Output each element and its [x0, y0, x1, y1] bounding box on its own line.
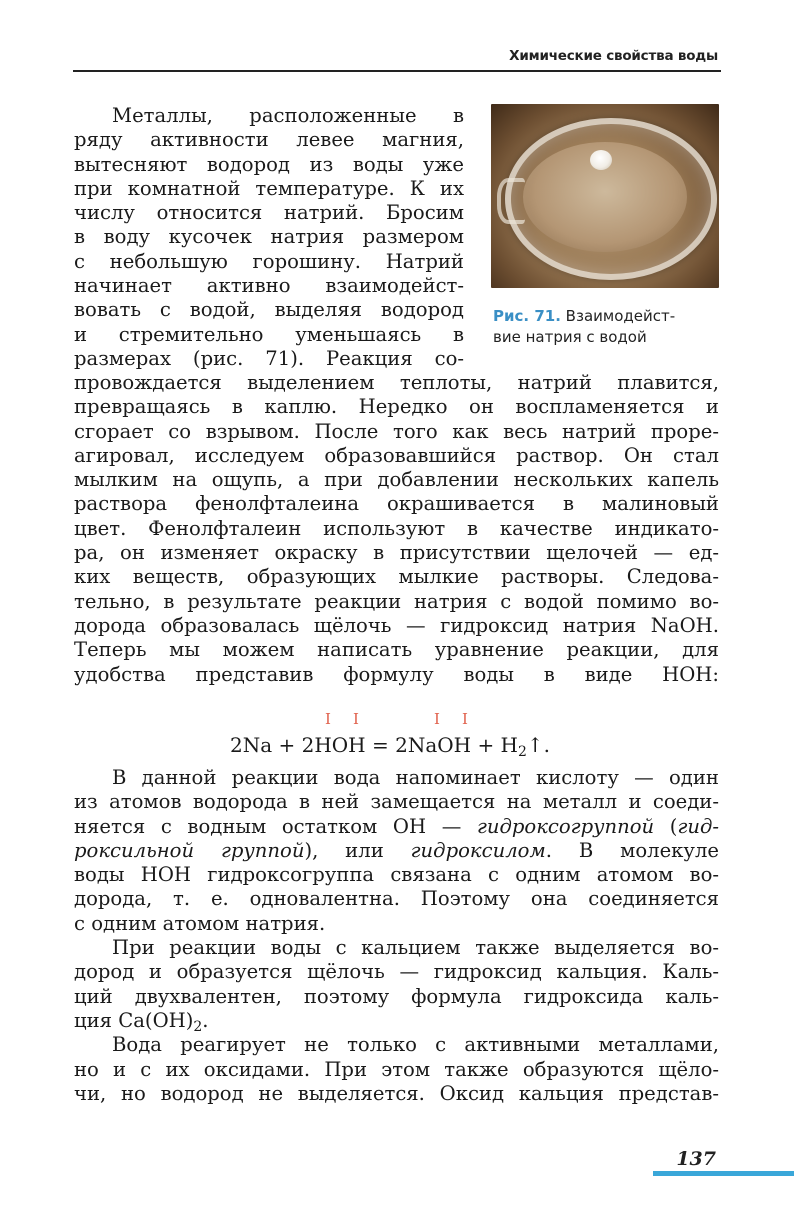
- text-line: Металлы, расположенные в: [112, 104, 464, 127]
- equation-subscript: 2: [518, 744, 527, 760]
- paragraphs-after-equation: [74, 766, 719, 1106]
- text-line: [74, 1009, 719, 1033]
- text-line: вытесняют водород из воды уже: [74, 152, 464, 176]
- text-line: в воду кусочек натрия размером: [74, 225, 464, 249]
- text-line: цвет. Фенолфталеин используют в качестве индикато-: [74, 516, 719, 540]
- text-line: мылким на ощупь, а при добавлении нескольких капель: [74, 468, 719, 492]
- equation-part2: ↑.: [526, 733, 551, 757]
- equation-part1: 2Na + 2HOH = 2NaOH + H: [230, 733, 518, 757]
- text-line: начинает активно взаимодейст-: [74, 274, 464, 298]
- text-line: дорода, т. е. одновалентна. Поэтому она соединяется: [74, 887, 719, 911]
- text-line: ряду активности левее магния,: [74, 128, 464, 152]
- term-hydroxyl-group-end: роксильной группой: [74, 838, 305, 862]
- text-span: . В молекуле: [545, 838, 719, 862]
- text-line: Вода реагирует не только с активными металлами,: [112, 1033, 719, 1057]
- text-line: числу относится натрий. Бросим: [74, 201, 464, 225]
- text-line: ций двухвалентен, поэтому формула гидроксида каль-: [74, 984, 719, 1008]
- text-line: из атомов водорода в ней замещается на металл и соеди-: [74, 790, 719, 814]
- text-line: с одним атомом натрия.: [74, 911, 326, 935]
- photo-beaker-rim: [505, 118, 717, 280]
- figure-caption: [493, 306, 719, 348]
- valence-mark: I: [462, 710, 468, 728]
- term-hydroxyl-group-start: гид-: [677, 814, 719, 838]
- text-line: ких веществ, образующих мылкие растворы. Следова-: [74, 565, 719, 589]
- caption-line2: вие натрия с водой: [493, 328, 647, 346]
- text-line: превращаясь в каплю. Нередко он воспламеняется и: [74, 395, 719, 419]
- text-line: при комнатной температуре. К их: [74, 176, 464, 200]
- text-line: чи, но водород не выделяется. Оксид кальция представ-: [74, 1081, 719, 1105]
- text-line: но и с их оксидами. При этом также образуются щёло-: [74, 1057, 719, 1081]
- term-hydroxogroup: гидроксогруппой: [476, 814, 655, 838]
- text-span: ), или: [304, 838, 411, 862]
- text-line: сгорает со взрывом. После того как весь натрий проре-: [74, 419, 719, 443]
- running-header: Химические свойства воды: [509, 48, 718, 64]
- text-line: размерах (рис. 71). Реакция со-: [74, 346, 464, 370]
- text-line: и стремительно уменьшаясь в: [74, 322, 464, 346]
- equation-formula: [230, 732, 550, 758]
- caption-line1: Взаимодейст-: [565, 307, 676, 325]
- text-line: провождается выделением теплоты, натрий плавится,: [74, 371, 719, 394]
- text-line: дород и образуется щёлочь — гидроксид кальция. Каль-: [74, 960, 719, 984]
- formula-subscript: 2: [193, 1018, 203, 1035]
- text-line: [74, 839, 719, 863]
- header-rule: [73, 70, 721, 72]
- text-span: .: [202, 1008, 209, 1032]
- footer-accent-bar: [653, 1171, 794, 1176]
- text-line: удобства представив формулу воды в виде HOH:: [74, 662, 719, 686]
- text-line: При реакции воды с кальцием также выделяется во-: [112, 936, 719, 960]
- figure-photo: [491, 104, 719, 288]
- text-line: агировал, исследуем образовавшийся раствор. Он стал: [74, 443, 719, 467]
- photo-sodium-droplet: [590, 150, 612, 170]
- paragraph-intro-full: [74, 371, 719, 687]
- valence-mark: I: [325, 710, 331, 728]
- valence-mark: I: [353, 710, 359, 728]
- reaction-equation: [0, 704, 794, 764]
- text-line: тельно, в результате реакции натрия с водой помимо во-: [74, 589, 719, 613]
- text-line: дорода образовалась щёлочь — гидроксид натрия NaOH.: [74, 613, 719, 637]
- page-number: 137: [676, 1148, 716, 1170]
- paragraph-intro-wrapped: [74, 104, 464, 371]
- figure-label: Рис. 71.: [493, 307, 561, 325]
- text-line: вовать с водой, выделяя водород: [74, 298, 464, 322]
- text-line: В данной реакции вода напоминает кислоту — один: [112, 766, 719, 789]
- text-line: [74, 815, 719, 839]
- text-span: (: [654, 814, 678, 838]
- text-line: ра, он изменяет окраску в присутствии щелочей — ед-: [74, 541, 719, 565]
- valence-mark: I: [434, 710, 440, 728]
- text-line: с небольшую горошину. Натрий: [74, 249, 464, 273]
- text-span: няется с водным остатком OH —: [74, 814, 477, 838]
- photo-beaker-spout: [497, 178, 525, 224]
- text-line: раствора фенолфталеина окрашивается в малиновый: [74, 492, 719, 516]
- text-span: ция Ca(OH): [74, 1008, 194, 1032]
- text-line: Теперь мы можем написать уравнение реакции, для: [74, 638, 719, 662]
- term-hydroxyl: гидроксилом: [410, 838, 546, 862]
- text-line: воды HOH гидроксогруппа связана с одним атомом во-: [74, 863, 719, 887]
